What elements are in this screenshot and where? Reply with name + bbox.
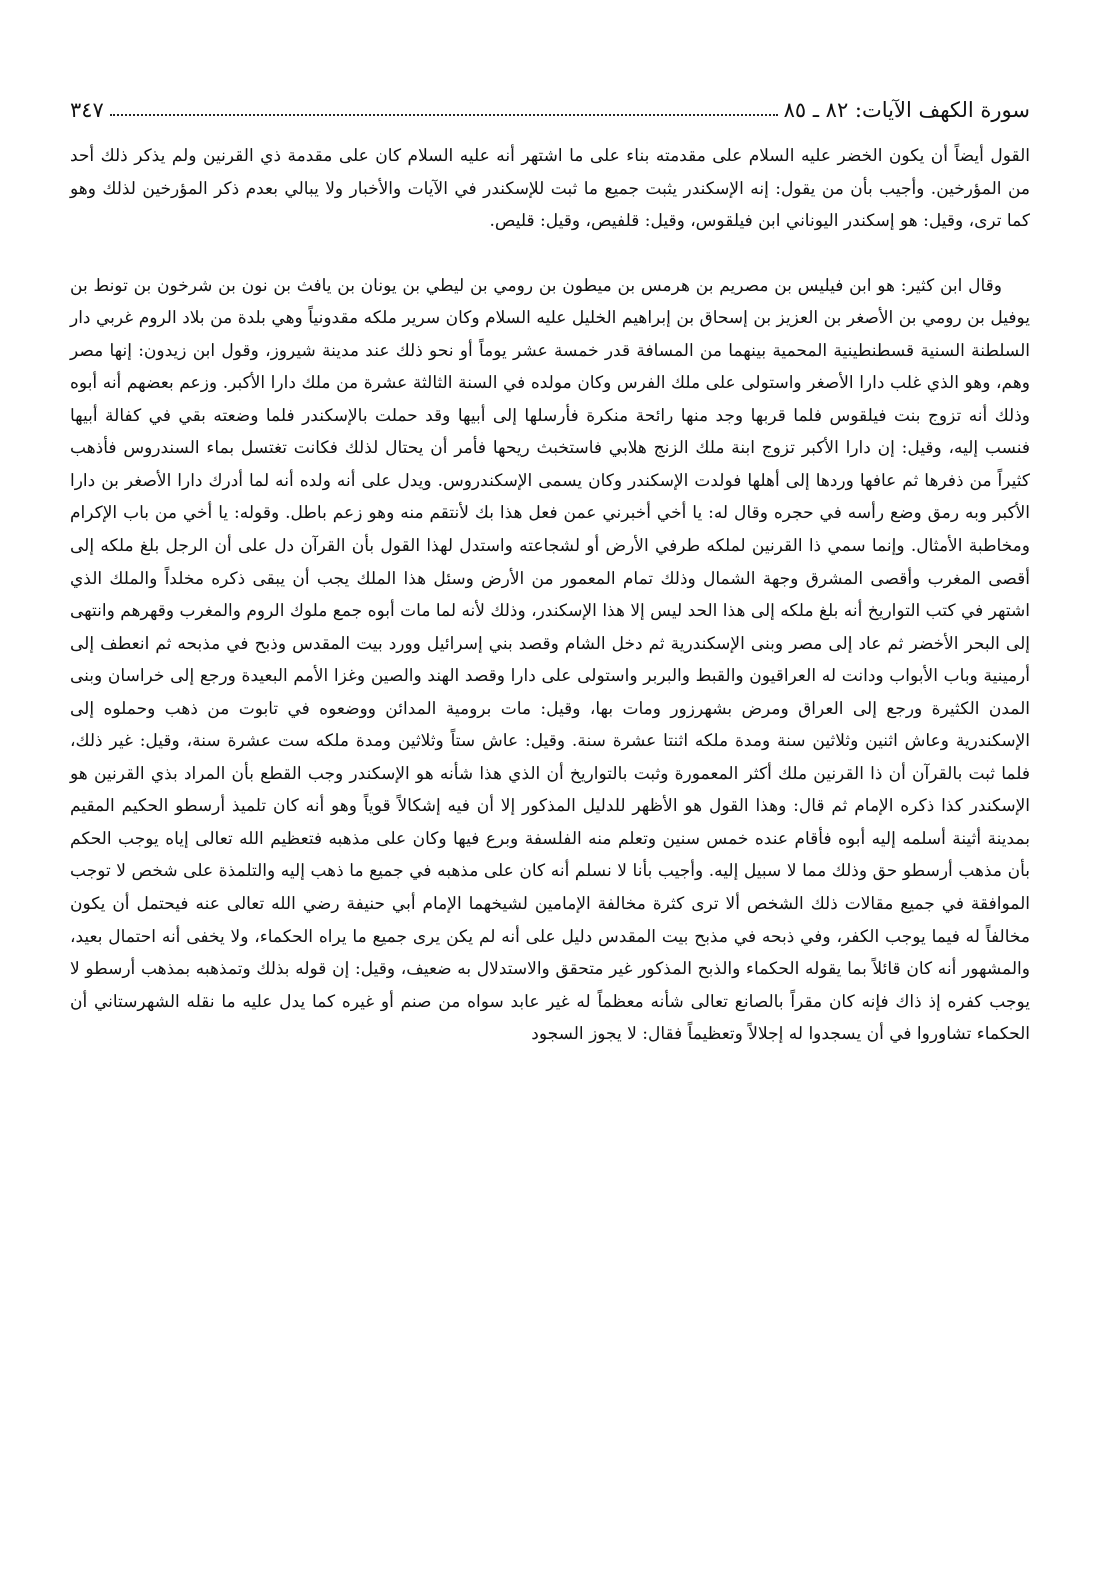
page-header bbox=[70, 86, 1030, 122]
header-dot-leader bbox=[110, 113, 778, 116]
page-number: ٣٤٧ bbox=[70, 98, 104, 122]
paragraph-continuation: القول أيضاً أن يكون الخضر عليه السلام على مقدمته بناء على ما اشتهر أنه عليه السلام كان على مقدمة ذي القرنين ولم يذكر ذلك أحد من المؤرخين. وأجيب بأن من يقول: إنه الإسكندر يثبت جميع ما ثبت للإسكندر في الآيات والأخبار ولا يبالي بعدم ذكر المؤرخين لذلك وهو كما ترى، وقيل: هو إسكندر اليوناني ابن فيلقوس، وقيل: قلفيص، وقيل: قليص. bbox=[70, 146, 1030, 232]
body-text bbox=[70, 140, 1030, 1051]
surah-title: سورة الكهف الآيات: ٨٢ ـ ٨٥ bbox=[783, 98, 1030, 122]
paragraph-ibn-kathir: وقال ابن كثير: هو ابن فيليس بن مصريم بن هرمس بن ميطون بن رومي بن ليطي بن يونان بن يافث بن نون بن شرخون بن تونط بن يوفيل بن رومي بن الأصغر بن العزيز بن إسحاق بن إبراهيم الخليل عليه السلام وكان سرير ملكه مقدونياً وهي بلدة من بلاد الروم غربي دار السلطنة السنية قسطنطينية المحمية بينهما من المسافة قدر خمسة عشر يوماً أو نحو ذلك عند مدينة شيروز، وقول ابن زيدون: إنها مصر وهم، وهو الذي غلب دارا الأصغر واستولى على ملك الفرس وكان مولده في السنة الثالثة عشرة من ملك دارا الأكبر. وزعم بعضهم أنه أبوه وذلك أنه تزوج بنت فيلقوس فلما قربها وجد منها رائحة منكرة فأرسلها إلى أبيها وقد حملت بالإسكندر فلما وضعته بقي في كفالة أبيها فنسب إليه، وقيل: إن دارا الأكبر تزوج ابنة ملك الزنج هلابي فاستخبث ريحها فأمر أن يحتال لذلك فكانت تغتسل بماء السندروس فأذهب كثيراً من ذفرها ثم عافها وردها إلى أهلها فولدت الإسكندر وكان يسمى الإسكندروس. ويدل على أنه ولده أنه لما أدرك دارا الأصغر بن دارا الأكبر وبه رمق وضع رأسه في حجره وقال له: يا أخي أخبرني عمن فعل هذا بك لأنتقم منه وهو زعم باطل. وقوله: يا أخي من باب الإكرام ومخاطبة الأمثال. وإنما سمي ذا القرنين لملكه طرفي الأرض أو لشجاعته واستدل لهذا القول بأن القرآن دل على أن الرجل بلغ ملكه إلى أقصى المغرب وأقصى المشرق وجهة الشمال وذلك تمام المعمور من الأرض وسئل هذا الملك يجب أن يبقى ذكره مخلداً والملك الذي اشتهر في كتب التواريخ أنه بلغ ملكه إلى هذا الحد ليس إلا هذا الإسكندر، وذلك لأنه لما مات أبوه جمع ملوك الروم والمغرب وقهرهم وانتهى إلى البحر الأخضر ثم عاد إلى مصر وبنى الإسكندرية ثم دخل الشام وقصد بني إسرائيل وورد بيت المقدس وذبح في مذبحه ثم انعطف إلى أرمينية وباب الأبواب ودانت له العراقيون والقبط والبربر واستولى على دارا وقصد الهند والصين وغزا الأمم البعيدة ورجع إلى خراسان وبنى المدن الكثيرة ورجع إلى العراق ومرض بشهرزور ومات بها، وقيل: مات برومية المدائن ووضعوه في تابوت من ذهب وحملوه إلى الإسكندرية وعاش اثنين وثلاثين سنة ومدة ملكه اثنتا عشرة سنة. وقيل: عاش ستاً وثلاثين ومدة ملكه ست عشرة سنة، وقيل: غير ذلك، فلما ثبت بالقرآن أن ذا القرنين ملك أكثر المعمورة وثبت بالتواريخ أن الذي هذا شأنه هو الإسكندر وجب القطع بأن المراد بذي القرنين هو الإسكندر كذا ذكره الإمام ثم قال: وهذا القول هو الأظهر للدليل المذكور إلا أن فيه إشكالاً قوياً وهو أنه كان تلميذ أرسطو الحكيم المقيم بمدينة أثينة أسلمه إليه أبوه فأقام عنده خمس سنين وتعلم منه الفلسفة وبرع فيها وكان على مذهبه فتعظيم الله تعالى إياه يوجب الحكم بأن مذهب أرسطو حق وذلك مما لا سبيل إليه. وأجيب بأنا لا نسلم أنه كان على مذهبه في جميع ما ذهب إليه والتلمذة على شخص لا توجب الموافقة في جميع مقالات ذلك الشخص ألا ترى كثرة مخالفة الإمامين لشيخهما الإمام أبي حنيفة رضي الله تعالى عنه فيحتمل أن يكون مخالفاً له فيما يوجب الكفر، وفي ذبحه في مذبح بيت المقدس دليل على أنه لم يكن يرى جميع ما يراه الحكماء، ولا يخفى أنه احتمال بعيد، والمشهور أنه كان قائلاً بما يقوله الحكماء والذبح المذكور غير متحقق والاستدلال به ضعيف، وقيل: إن قوله بذلك وتمذهبه بمذهب أرسطو لا يوجب كفره إذ ذاك فإنه كان مقراً بالصانع تعالى شأنه معظماً له غير عابد سواه من صنم أو غيره كما يدل عليه ما نقله الشهرستاني أن الحكماء تشاوروا في أن يسجدوا له إجلالاً وتعظيماً فقال: لا يجوز السجود bbox=[70, 275, 1031, 1045]
